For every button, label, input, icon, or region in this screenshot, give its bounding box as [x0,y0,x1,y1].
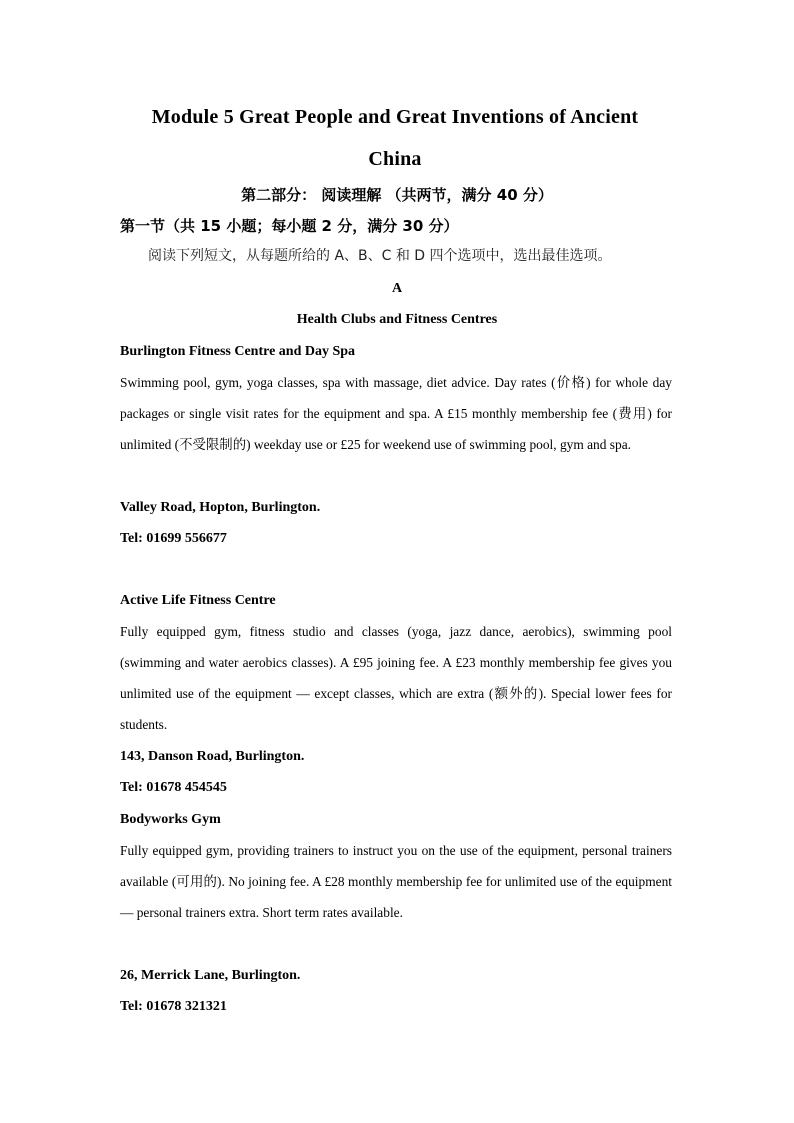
document-title-line1: Module 5 Great People and Great Inventions of Ancient [151,106,639,128]
centre-description: Fully equipped gym, providing trainers to instruct you on the use of the equipment, personal trainers available (可用的). No joining fee. A £28 monthly membership fee for unlimited use of the equipment — personal trainers extra. Short term rates available. [120,843,672,920]
section-heading: 第一节（共 15 小题；每小题 2 分，满分 30 分） [120,217,459,235]
centre-description: Fully equipped gym, fitness studio and classes (yoga, jazz dance, aerobics), swimming pool (swimming and water aerobics classes). A £95 joining fee. A £23 monthly membership fee gives you unlimited use of the equipment — except classes, which are extra (额外的). Special lower fees for students. [120,624,672,732]
centre-tel: Tel: 01678 454545 [120,780,227,795]
centre-description: Swimming pool, gym, yoga classes, spa with massage, diet advice. Day rates (价格) for whole day packages or single visit rates for the equipment and spa. A £15 monthly membership fee (费用) for unlimited (不受限制的) weekday use or £25 for weekend use of swimming pool, gym and spa. [120,375,672,452]
centre-name: Burlington Fitness Centre and Day Spa [120,344,356,359]
centre-name: Active Life Fitness Centre [120,593,276,608]
centre-address: 26, Merrick Lane, Burlington. [120,968,301,983]
instruction-text: 阅读下列短文，从每题所给的 A、B、C 和 D 四个选项中，选出最佳选项。 [148,248,612,264]
centre-tel: Tel: 01678 321321 [120,999,227,1014]
centre-tel: Tel: 01699 556677 [120,531,227,546]
centre-address: 143, Danson Road, Burlington. [120,749,305,764]
centre-address: Valley Road, Hopton, Burlington. [120,500,321,515]
passage-label: A [391,281,403,296]
passage-title: Health Clubs and Fitness Centres [296,312,498,327]
document-title-line2: China [368,148,422,170]
part-heading: 第二部分： 阅读理解 （共两节，满分 40 分） [241,186,553,204]
centre-name: Bodyworks Gym [120,812,221,827]
